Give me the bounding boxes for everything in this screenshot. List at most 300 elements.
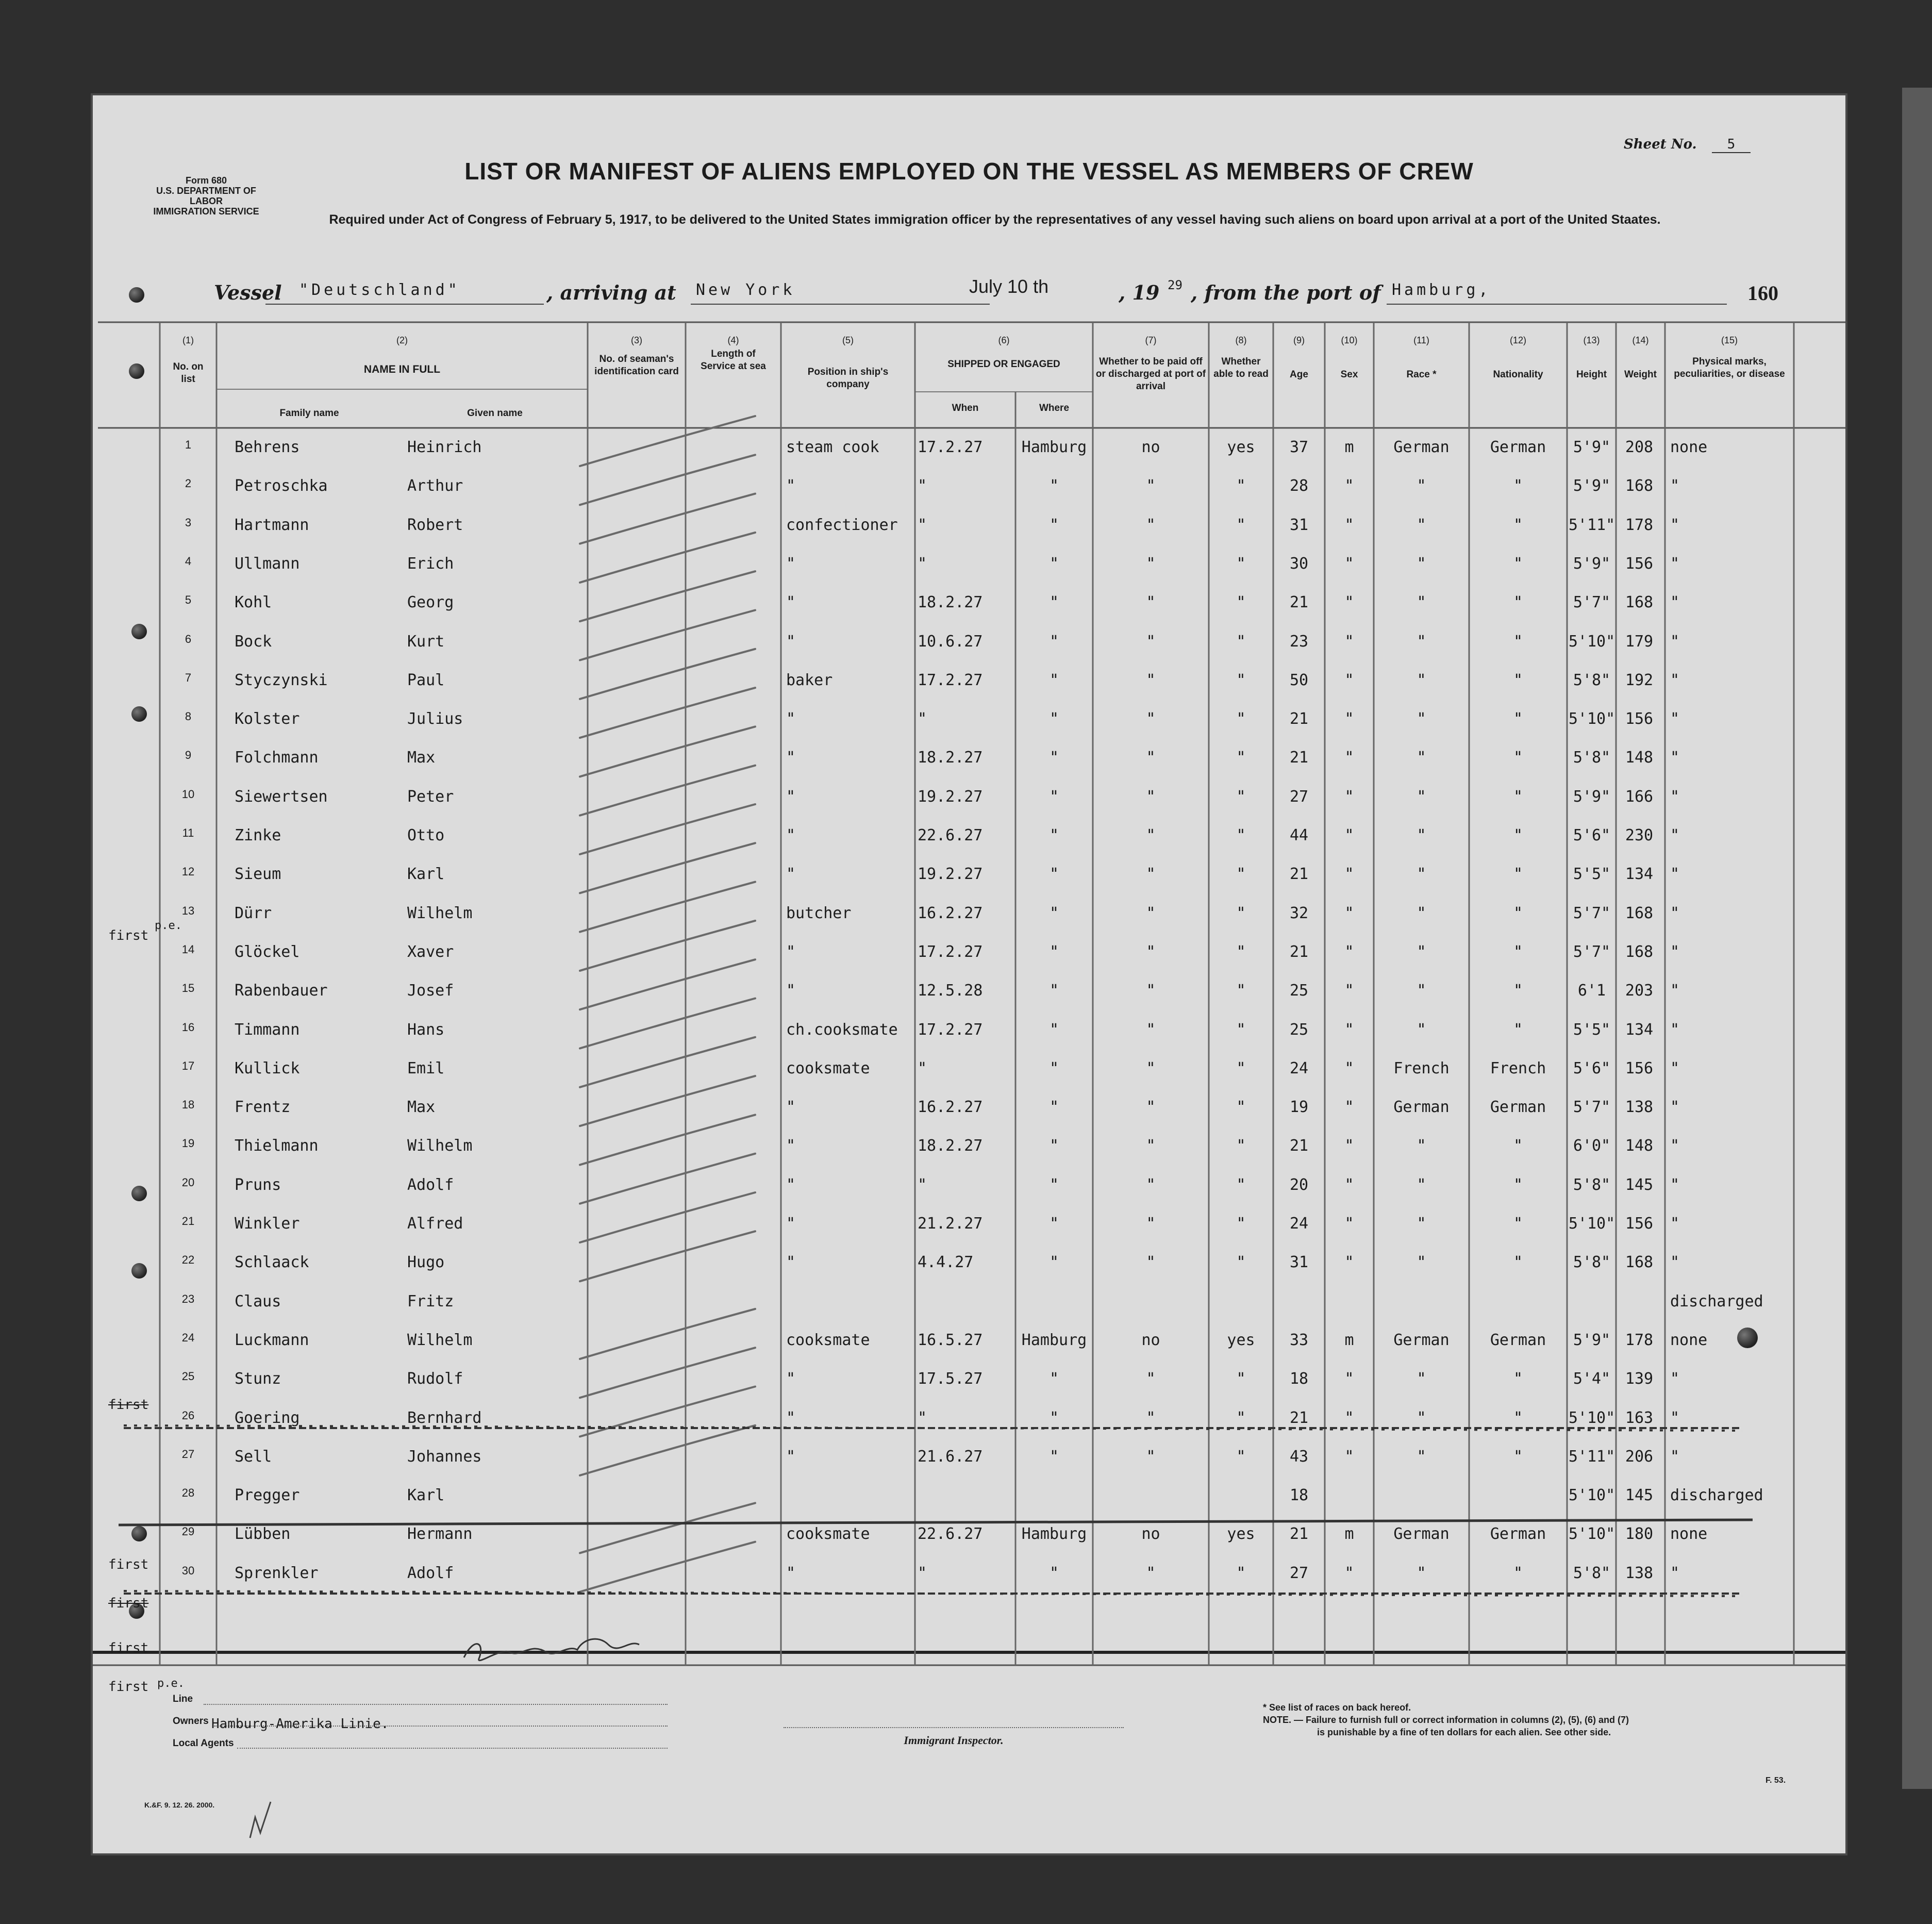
- header-able-to-read: Whether able to read: [1213, 356, 1269, 379]
- cell-marks: ": [1670, 942, 1680, 961]
- cell-position: ": [786, 826, 796, 844]
- cell-nat: ": [1513, 1175, 1523, 1194]
- footnote-note: NOTE. — Failure to furnish full or correct information in columns (2), (5), (6) and (7): [1263, 1715, 1629, 1725]
- seaman-card-check-mark: [580, 1192, 755, 1242]
- cell-family: Lübben: [235, 1525, 291, 1544]
- cell-nat: ": [1513, 632, 1523, 651]
- cell-sex: m: [1344, 1525, 1354, 1544]
- cell-where: ": [1049, 982, 1059, 1000]
- cell-family: Ullmann: [235, 554, 300, 573]
- cell-when: ": [918, 1175, 927, 1194]
- cell-weight: 192: [1625, 671, 1654, 689]
- cell-family: Pruns: [235, 1175, 281, 1194]
- cell-no: 4: [185, 554, 192, 568]
- footer-owners-label: Owners: [173, 1716, 209, 1727]
- cell-race: German: [1393, 438, 1450, 456]
- cell-race: German: [1393, 1525, 1450, 1544]
- cell-age: 43: [1289, 1447, 1309, 1466]
- cell-family: Petroschka: [235, 477, 328, 495]
- cell-marks: ": [1670, 749, 1680, 767]
- cell-nat: ": [1513, 593, 1523, 612]
- agent-mark: [250, 1802, 271, 1838]
- cell-nat: ": [1513, 942, 1523, 961]
- cell-family: Pregger: [235, 1486, 300, 1505]
- cell-sex: ": [1344, 477, 1354, 495]
- cell-where: ": [1049, 749, 1059, 767]
- cell-when: 19.2.27: [918, 865, 983, 884]
- cell-height: 5'10": [1568, 1408, 1615, 1427]
- cell-sex: ": [1344, 1059, 1354, 1077]
- cell-where: ": [1049, 1215, 1059, 1233]
- cell-given: Wilhelm: [407, 1331, 473, 1349]
- cell-position: ": [786, 865, 796, 884]
- cell-race: German: [1393, 1098, 1450, 1117]
- cell-when: 16.5.27: [918, 1331, 983, 1349]
- cell-where: ": [1049, 787, 1059, 806]
- seaman-card-check-mark: [580, 1115, 755, 1165]
- cell-sex: ": [1344, 710, 1354, 728]
- cell-marks: ": [1670, 1253, 1680, 1272]
- seaman-card-check-mark: [580, 1076, 755, 1126]
- cell-race: ": [1417, 982, 1426, 1000]
- cell-position: ": [786, 1098, 796, 1117]
- cell-family: Claus: [235, 1292, 281, 1311]
- cell-weight: 138: [1625, 1564, 1654, 1582]
- cell-race: ": [1417, 671, 1426, 689]
- cell-age: 28: [1289, 477, 1309, 495]
- margin-note-first: first: [108, 1557, 149, 1572]
- cell-when: ": [918, 1059, 927, 1077]
- cell-where: ": [1049, 1175, 1059, 1194]
- header-when: When: [952, 403, 979, 413]
- cell-family: Siewertsen: [235, 787, 328, 806]
- cell-family: Kullick: [235, 1059, 300, 1077]
- cell-sex: ": [1344, 865, 1354, 884]
- inspector-signature-rule: [784, 1727, 1124, 1728]
- header-physical-marks: Physical marks, peculiarities, or disease: [1674, 356, 1785, 379]
- cell-height: 5'7": [1573, 904, 1611, 922]
- cell-age: 25: [1289, 982, 1309, 1000]
- cell-height: 6'1: [1577, 982, 1606, 1000]
- cell-weight: 168: [1625, 593, 1654, 612]
- cell-height: 5'10": [1568, 1215, 1615, 1233]
- cell-marks: none: [1670, 438, 1708, 456]
- cell-marks: ": [1670, 593, 1680, 612]
- cell-nat: ": [1513, 1215, 1523, 1233]
- header-shipped-engaged: SHIPPED OR ENGAGED: [947, 359, 1060, 370]
- cell-read: ": [1236, 904, 1246, 922]
- cell-height: 5'8": [1573, 1175, 1611, 1194]
- footer-owners-value: Hamburg-Amerika Linie.: [211, 1716, 389, 1732]
- cell-age: 24: [1289, 1059, 1309, 1077]
- cell-marks: ": [1670, 710, 1680, 728]
- cell-race: ": [1417, 749, 1426, 767]
- cell-family: Styczynski: [235, 671, 328, 689]
- cell-age: 30: [1289, 554, 1309, 573]
- cell-where: ": [1049, 593, 1059, 612]
- cell-weight: 156: [1625, 1059, 1654, 1077]
- cell-weight: 148: [1625, 749, 1654, 767]
- cell-weight: 156: [1625, 1215, 1654, 1233]
- cell-given: Hermann: [407, 1525, 473, 1544]
- cell-nat: ": [1513, 1370, 1523, 1388]
- cell-height: 5'4": [1573, 1370, 1611, 1388]
- cell-position: confectioner: [786, 516, 898, 534]
- cell-where: ": [1049, 1564, 1059, 1582]
- col-num-13: (13): [1583, 335, 1600, 345]
- seaman-card-check-mark: [580, 1309, 755, 1359]
- cell-height: 5'10": [1568, 632, 1615, 651]
- cell-no: 8: [185, 710, 192, 723]
- cell-read: ": [1236, 1564, 1246, 1582]
- cell-when: 12.5.28: [918, 982, 983, 1000]
- seaman-card-check-mark: [580, 455, 755, 505]
- cell-paid: ": [1146, 477, 1156, 495]
- cell-no: 24: [181, 1331, 195, 1344]
- cell-family: Goering: [235, 1408, 300, 1427]
- cell-nat: German: [1490, 1098, 1546, 1117]
- cell-race: ": [1417, 904, 1426, 922]
- cell-weight: 168: [1625, 477, 1654, 495]
- cell-position: cooksmate: [786, 1059, 870, 1077]
- cell-when: ": [918, 554, 927, 573]
- cell-nat: ": [1513, 477, 1523, 495]
- cell-family: Folchmann: [235, 749, 319, 767]
- cell-weight: 206: [1625, 1447, 1654, 1466]
- cell-marks: ": [1670, 904, 1680, 922]
- cell-read: ": [1236, 1370, 1246, 1388]
- header-no-on-list: No. on list: [173, 361, 204, 385]
- cell-no: 13: [181, 904, 195, 917]
- cell-when: 17.2.27: [918, 671, 983, 689]
- cell-given: Georg: [407, 593, 454, 612]
- seaman-card-check-mark: [580, 959, 755, 1009]
- cell-paid: ": [1146, 710, 1156, 728]
- cell-race: ": [1417, 1020, 1426, 1039]
- arrival-date: July 10 th: [969, 276, 1049, 297]
- cell-no: 21: [181, 1215, 195, 1228]
- cell-no: 27: [181, 1447, 195, 1461]
- cell-given: Xaver: [407, 942, 454, 961]
- seaman-card-check-mark: [580, 1542, 755, 1592]
- cell-race: German: [1393, 1331, 1450, 1349]
- col-num-9: (9): [1293, 335, 1305, 345]
- cell-marks: ": [1670, 632, 1680, 651]
- cell-weight: 148: [1625, 1137, 1654, 1155]
- cell-height: 5'8": [1573, 749, 1611, 767]
- year-suffix: 29: [1168, 278, 1182, 292]
- cell-nat: German: [1490, 1331, 1546, 1349]
- header-nationality: Nationality: [1493, 369, 1543, 380]
- cell-marks: ": [1670, 554, 1680, 573]
- cell-given: Josef: [407, 982, 454, 1000]
- seaman-card-check-mark: [580, 804, 755, 854]
- cell-sex: ": [1344, 1215, 1354, 1233]
- cell-marks: none: [1670, 1525, 1708, 1544]
- seaman-card-check-mark: [580, 533, 755, 583]
- cell-race: ": [1417, 1215, 1426, 1233]
- cell-sex: ": [1344, 1447, 1354, 1466]
- cell-weight: 178: [1625, 1331, 1654, 1349]
- cell-paid: ": [1146, 1215, 1156, 1233]
- cell-position: steam cook: [786, 438, 879, 456]
- cell-nat: German: [1490, 1525, 1546, 1544]
- cell-weight: 134: [1625, 865, 1654, 884]
- cell-age: 32: [1289, 904, 1309, 922]
- cell-height: 5'9": [1573, 438, 1611, 456]
- footer-line-rule: [204, 1704, 668, 1705]
- cell-position: cooksmate: [786, 1525, 870, 1544]
- manifest-title: LIST OR MANIFEST OF ALIENS EMPLOYED ON THE VESSEL AS MEMBERS OF CREW: [464, 158, 1474, 185]
- cell-no: 5: [185, 593, 192, 607]
- cell-sex: ": [1344, 1175, 1354, 1194]
- cell-race: ": [1417, 1447, 1426, 1466]
- cell-race: ": [1417, 865, 1426, 884]
- cell-read: ": [1236, 749, 1246, 767]
- cell-marks: ": [1670, 826, 1680, 844]
- cell-height: 5'11": [1568, 516, 1615, 534]
- cell-weight: 179: [1625, 632, 1654, 651]
- cell-race: ": [1417, 787, 1426, 806]
- header-given-name: Given name: [467, 408, 523, 419]
- cell-sex: ": [1344, 1137, 1354, 1155]
- cell-paid: ": [1146, 1137, 1156, 1155]
- cell-sex: ": [1344, 826, 1354, 844]
- cell-weight: 163: [1625, 1408, 1654, 1427]
- cell-when: ": [918, 1564, 927, 1582]
- cell-height: 5'7": [1573, 1098, 1611, 1117]
- cell-nat: ": [1513, 749, 1523, 767]
- cell-race: French: [1393, 1059, 1450, 1077]
- cell-height: 5'9": [1573, 477, 1611, 495]
- cell-given: Max: [407, 1098, 436, 1117]
- cell-read: ": [1236, 1098, 1246, 1117]
- cell-marks: ": [1670, 1020, 1680, 1039]
- cell-age: 44: [1289, 826, 1309, 844]
- cell-sex: ": [1344, 632, 1354, 651]
- cell-given: Max: [407, 749, 436, 767]
- cell-race: ": [1417, 1408, 1426, 1427]
- col-num-8: (8): [1235, 335, 1247, 345]
- col-num-5: (5): [842, 335, 854, 345]
- footnote-races: * See list of races on back hereof.: [1263, 1702, 1411, 1713]
- cell-when: 18.2.27: [918, 1137, 983, 1155]
- cell-when: 17.2.27: [918, 438, 983, 456]
- header-family-name: Family name: [279, 408, 339, 419]
- seaman-card-check-mark: [580, 843, 755, 893]
- cell-nat: ": [1513, 1020, 1523, 1039]
- col-num-1: (1): [182, 335, 194, 345]
- cell-marks: ": [1670, 1370, 1680, 1388]
- margin-note-first: first: [108, 1679, 149, 1695]
- cell-family: Sprenkler: [235, 1564, 319, 1582]
- cell-where: Hamburg: [1021, 438, 1087, 456]
- cell-when: 18.2.27: [918, 593, 983, 612]
- cell-race: ": [1417, 1253, 1426, 1272]
- cell-given: Julius: [407, 710, 463, 728]
- cell-given: Adolf: [407, 1175, 454, 1194]
- cell-weight: 134: [1625, 1020, 1654, 1039]
- header-name-in-full: NAME IN FULL: [363, 363, 441, 375]
- cell-age: 18: [1289, 1486, 1309, 1505]
- cell-sex: m: [1344, 1331, 1354, 1349]
- seaman-card-check-mark: [580, 571, 755, 621]
- cell-where: ": [1049, 1098, 1059, 1117]
- cell-when: ": [918, 516, 927, 534]
- cell-where: ": [1049, 632, 1059, 651]
- cell-family: Sieum: [235, 865, 281, 884]
- cell-given: Kurt: [407, 632, 445, 651]
- form-number: Form 680: [185, 175, 227, 186]
- cell-paid: no: [1141, 438, 1160, 456]
- cell-nat: ": [1513, 1564, 1523, 1582]
- cell-height: 6'0": [1573, 1137, 1611, 1155]
- cell-where: ": [1049, 516, 1059, 534]
- cell-position: ": [786, 1215, 796, 1233]
- cell-where: ": [1049, 671, 1059, 689]
- cell-position: ": [786, 982, 796, 1000]
- cell-nat: German: [1490, 438, 1546, 456]
- footer-inspector-label: Immigrant Inspector.: [904, 1734, 1004, 1747]
- cell-age: 50: [1289, 671, 1309, 689]
- cell-family: Glöckel: [235, 942, 300, 961]
- adjacent-sheet-edge: [1902, 88, 1932, 1789]
- cell-family: Frentz: [235, 1098, 291, 1117]
- cell-where: ": [1049, 554, 1059, 573]
- cell-where: ": [1049, 1020, 1059, 1039]
- cell-position: ": [786, 1564, 796, 1582]
- seaman-card-check-mark: [580, 1503, 755, 1553]
- cell-given: Heinrich: [407, 438, 482, 456]
- cell-marks: ": [1670, 671, 1680, 689]
- cell-sex: ": [1344, 1408, 1354, 1427]
- arriving-port: New York: [696, 281, 795, 299]
- cell-read: ": [1236, 1175, 1246, 1194]
- header-age: Age: [1290, 369, 1308, 380]
- cell-no: 1: [185, 438, 192, 451]
- cell-where: ": [1049, 826, 1059, 844]
- margin-note-first: first: [108, 1397, 149, 1413]
- cell-height: 5'9": [1573, 554, 1611, 573]
- cell-sex: ": [1344, 1564, 1354, 1582]
- cell-age: 25: [1289, 1020, 1309, 1039]
- cell-read: ": [1236, 826, 1246, 844]
- cell-when: 18.2.27: [918, 749, 983, 767]
- cell-family: Hartmann: [235, 516, 309, 534]
- seaman-card-check-mark: [580, 726, 755, 776]
- cell-read: ": [1236, 1215, 1246, 1233]
- cell-nat: ": [1513, 554, 1523, 573]
- cell-race: ": [1417, 1564, 1426, 1582]
- cell-weight: 180: [1625, 1525, 1654, 1544]
- cell-given: Adolf: [407, 1564, 454, 1582]
- cell-no: 6: [185, 632, 192, 645]
- vessel-label: Vessel: [214, 281, 282, 304]
- cell-marks: ": [1670, 982, 1680, 1000]
- col-num-3: (3): [631, 335, 642, 345]
- cell-family: Kolster: [235, 710, 300, 728]
- arriving-label: , arriving at: [546, 281, 676, 304]
- cell-position: cooksmate: [786, 1331, 870, 1349]
- cell-no: 23: [181, 1292, 195, 1305]
- cell-given: Wilhelm: [407, 904, 473, 922]
- cell-paid: ": [1146, 942, 1156, 961]
- cell-weight: 139: [1625, 1370, 1654, 1388]
- cell-given: Karl: [407, 1486, 445, 1505]
- cell-position: ": [786, 749, 796, 767]
- cell-no: 29: [181, 1525, 195, 1538]
- cell-sex: ": [1344, 593, 1354, 612]
- cell-read: ": [1236, 671, 1246, 689]
- cell-paid: ": [1146, 1447, 1156, 1466]
- cell-no: 17: [181, 1059, 195, 1072]
- cell-paid: ": [1146, 749, 1156, 767]
- cell-age: 21: [1289, 593, 1309, 612]
- cell-position: ": [786, 1447, 796, 1466]
- cell-height: 5'6": [1573, 1059, 1611, 1077]
- cell-nat: French: [1490, 1059, 1546, 1077]
- cell-nat: ": [1513, 710, 1523, 728]
- cell-race: ": [1417, 710, 1426, 728]
- year-prefix: , 19: [1119, 281, 1160, 304]
- from-port: Hamburg,: [1392, 281, 1491, 299]
- cell-given: Hugo: [407, 1253, 445, 1272]
- cell-weight: 208: [1625, 438, 1654, 456]
- cell-where: ": [1049, 477, 1059, 495]
- seaman-card-check-mark: [580, 649, 755, 699]
- cell-family: Bock: [235, 632, 272, 651]
- header-where: Where: [1039, 403, 1070, 413]
- cell-paid: ": [1146, 787, 1156, 806]
- cell-family: Behrens: [235, 438, 300, 456]
- cell-read: ": [1236, 632, 1246, 651]
- cell-sex: ": [1344, 516, 1354, 534]
- cell-nat: ": [1513, 787, 1523, 806]
- cell-read: ": [1236, 1059, 1246, 1077]
- cell-age: 37: [1289, 438, 1309, 456]
- cell-read: ": [1236, 516, 1246, 534]
- cell-position: ": [786, 1253, 796, 1272]
- cell-given: Arthur: [407, 477, 463, 495]
- cell-no: 9: [185, 749, 192, 762]
- header-sex: Sex: [1340, 369, 1358, 380]
- cell-marks: ": [1670, 787, 1680, 806]
- cell-where: ": [1049, 1370, 1059, 1388]
- cell-when: 22.6.27: [918, 1525, 983, 1544]
- cell-sex: ": [1344, 1253, 1354, 1272]
- cell-weight: 230: [1625, 826, 1654, 844]
- cell-paid: ": [1146, 1020, 1156, 1039]
- cell-marks: ": [1670, 477, 1680, 495]
- seaman-card-check-mark: [580, 1037, 755, 1087]
- cell-marks: ": [1670, 1098, 1680, 1117]
- cell-family: Rabenbauer: [235, 982, 328, 1000]
- cell-race: ": [1417, 477, 1426, 495]
- cell-age: 31: [1289, 1253, 1309, 1272]
- cell-nat: ": [1513, 516, 1523, 534]
- col-num-10: (10): [1341, 335, 1358, 345]
- cell-no: 25: [181, 1370, 195, 1383]
- header-position: Position in ship's company: [807, 367, 889, 390]
- cell-position: butcher: [786, 904, 852, 922]
- cell-marks: none: [1670, 1331, 1708, 1349]
- cell-family: Kohl: [235, 593, 272, 612]
- cell-where: ": [1049, 1137, 1059, 1155]
- cell-marks: ": [1670, 1408, 1680, 1427]
- header-height: Height: [1576, 369, 1607, 380]
- col-num-6: (6): [998, 335, 1010, 345]
- cell-height: 5'7": [1573, 942, 1611, 961]
